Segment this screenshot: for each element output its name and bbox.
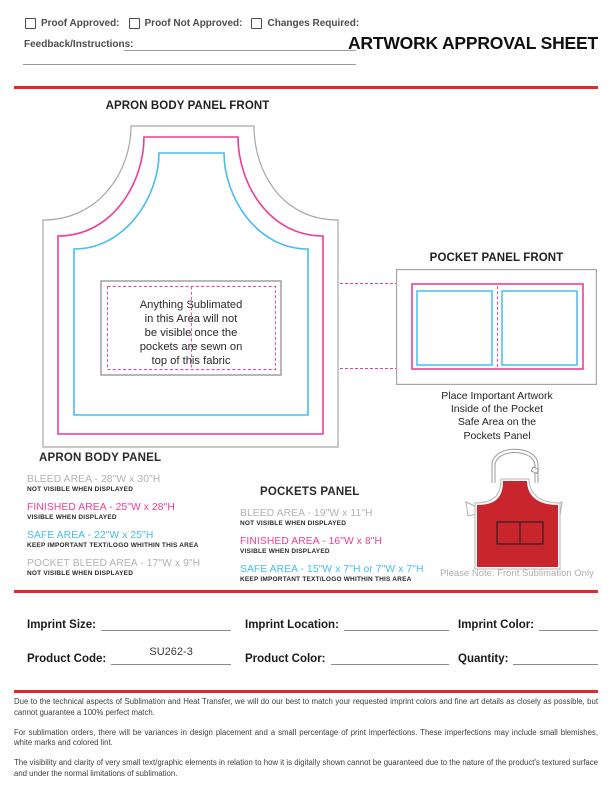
changes-required-group — [251, 18, 359, 29]
spec-pockets-finished-area — [240, 535, 440, 556]
pocket-note-line-2: Inside of the Pocket — [450, 403, 544, 416]
sublimation-warning-note — [140, 299, 243, 367]
product-code-label: Product Code: — [27, 653, 107, 665]
pocket-panel-diagram — [396, 269, 597, 385]
bleed-area-note: NOT VISIBLE WHEN DISPLAYED — [27, 486, 134, 493]
proof-approved-group — [25, 18, 120, 29]
warning-line-1: Anything Sublimated — [139, 299, 243, 311]
spec-pockets-bleed-area — [240, 507, 440, 528]
header-divider — [14, 86, 598, 89]
quantity-label: Quantity: — [458, 653, 509, 665]
pocket-bleed-area-label: POCKET BLEED AREA - 17"W x 9"H — [27, 558, 201, 569]
apron-body-red — [477, 481, 558, 567]
apron-body-panel-heading: APRON BODY PANEL — [39, 452, 162, 464]
pocket-panel-front-title: POCKET PANEL FRONT — [429, 252, 564, 264]
approval-checkbox-row — [25, 18, 359, 29]
pockets-safe-area-note: KEEP IMPORTANT TEXT/LOGO WHITHIN THIS AREA — [240, 576, 412, 583]
product-color-input[interactable] — [331, 650, 450, 665]
pocket-note-line-1: Place Important Artwork — [441, 390, 553, 402]
spec-pockets-safe-area — [240, 563, 440, 584]
disclaimer-paragraph-1: Due to the technical aspects of Sublimation and Heat Transfer, we will do our best to match your requested imprint colors and fine art details as closely as possible, but cannot guarantee a 100% perfect match. — [14, 697, 598, 717]
page-title: ARTWORK APPROVAL SHEET — [347, 33, 598, 53]
bleed-area-label: BLEED AREA - 28"W x 30"H — [27, 474, 161, 485]
spec-finished-area — [27, 501, 242, 522]
apron-body-panel-diagram — [30, 120, 345, 450]
warning-line-5: top of this fabric — [151, 355, 231, 367]
feedback-input-line-1[interactable] — [124, 38, 356, 51]
disclaimer-text — [14, 697, 598, 789]
disclaimer-paragraph-2: For sublimation orders, there will be variances in design placement and a small percentage of print imperfections. These imperfections may include small blemishes, white marks and colored lint. — [14, 727, 598, 748]
apron-body-panel-front-title: APRON BODY PANEL FRONT — [105, 100, 270, 112]
spec-pocket-bleed-area — [27, 557, 242, 578]
safe-area-label: SAFE AREA - 22"W x 25"H — [27, 530, 154, 541]
product-code-value: SU262-3 — [149, 646, 193, 658]
connector-dashed-bottom — [340, 368, 398, 369]
neck-strap-outer — [492, 449, 538, 483]
pockets-panel-heading: POCKETS PANEL — [260, 486, 360, 498]
imprint-color-field — [458, 614, 598, 631]
apron-body-panel-specs — [27, 452, 242, 585]
connector-dashed-top — [340, 283, 398, 284]
product-code-field — [27, 648, 231, 665]
feedback-input-line-2[interactable] — [23, 52, 356, 65]
neck-strap-inner — [495, 453, 535, 484]
pockets-bleed-area-note: NOT VISIBLE WHEN DISPLAYED — [240, 520, 347, 527]
pocket-note-line-4: Pockets Panel — [463, 429, 531, 442]
imprint-size-label: Imprint Size: — [27, 619, 97, 631]
spec-bleed-area — [27, 473, 242, 494]
spec-safe-area — [27, 529, 242, 550]
pocket-placement-note — [392, 390, 602, 443]
pockets-finished-area-note: VISIBLE WHEN DISPLAYED — [240, 548, 330, 555]
quantity-field — [458, 648, 598, 665]
pockets-safe-area-label: SAFE AREA - 15"W x 7"H or 7"W x 7"H — [240, 564, 424, 575]
front-sublimation-note: Please Note: Front Sublimation Only — [440, 568, 594, 579]
changes-required-checkbox[interactable] — [251, 18, 262, 29]
finished-area-note: VISIBLE WHEN DISPLAYED — [27, 514, 117, 521]
imprint-size-input[interactable] — [101, 616, 231, 631]
apron-product-image — [455, 443, 573, 571]
proof-approved-checkbox[interactable] — [25, 18, 36, 29]
imprint-color-label: Imprint Color: — [458, 619, 535, 631]
footer-divider — [14, 690, 598, 693]
pockets-finished-area-label: FINISHED AREA - 16"W x 8"H — [240, 536, 383, 547]
imprint-location-field — [245, 614, 449, 631]
strap-buckle — [531, 467, 538, 474]
pockets-bleed-area-label: BLEED AREA - 19"W x 11"H — [240, 508, 373, 519]
pocket-bleed-area-note: NOT VISIBLE WHEN DISPLAYED — [27, 570, 134, 577]
proof-not-approved-group — [129, 18, 243, 29]
product-color-label: Product Color: — [245, 653, 326, 665]
product-color-field — [245, 648, 449, 665]
safe-area-note: KEEP IMPORTANT TEXT/LOGO WHITHIN THIS AREA — [27, 542, 199, 549]
pockets-panel-specs — [240, 486, 440, 591]
warning-line-4: pockets are sewn on — [139, 341, 243, 353]
imprint-location-label: Imprint Location: — [245, 619, 339, 631]
changes-required-label: Changes Required: — [267, 18, 360, 29]
proof-not-approved-label: Proof Not Approved: — [144, 18, 243, 29]
imprint-color-input[interactable] — [539, 616, 598, 631]
pocket-bleed-rect — [397, 270, 597, 385]
disclaimer-paragraph-3: The visibility and clarity of very small text/graphic elements in relation to how it is digitally shown cannot be guaranteed due to the nature of the product's textured surface and under the normal limitations of sublimation. — [14, 758, 598, 778]
proof-not-approved-checkbox[interactable] — [129, 18, 140, 29]
warning-line-2: in this Area will not — [144, 313, 238, 325]
imprint-size-field — [27, 614, 231, 631]
product-code-input[interactable] — [111, 646, 231, 665]
form-divider — [14, 590, 598, 593]
warning-line-3: be visible once the — [144, 327, 238, 339]
proof-approved-label: Proof Approved: — [41, 18, 120, 29]
pocket-note-line-3: Safe Area on the — [457, 416, 537, 429]
finished-area-label: FINISHED AREA - 25"W x 28"H — [27, 502, 175, 513]
quantity-input[interactable] — [513, 650, 598, 665]
imprint-location-input[interactable] — [344, 616, 449, 631]
feedback-instructions-label: Feedback/Instructions: — [24, 39, 134, 50]
